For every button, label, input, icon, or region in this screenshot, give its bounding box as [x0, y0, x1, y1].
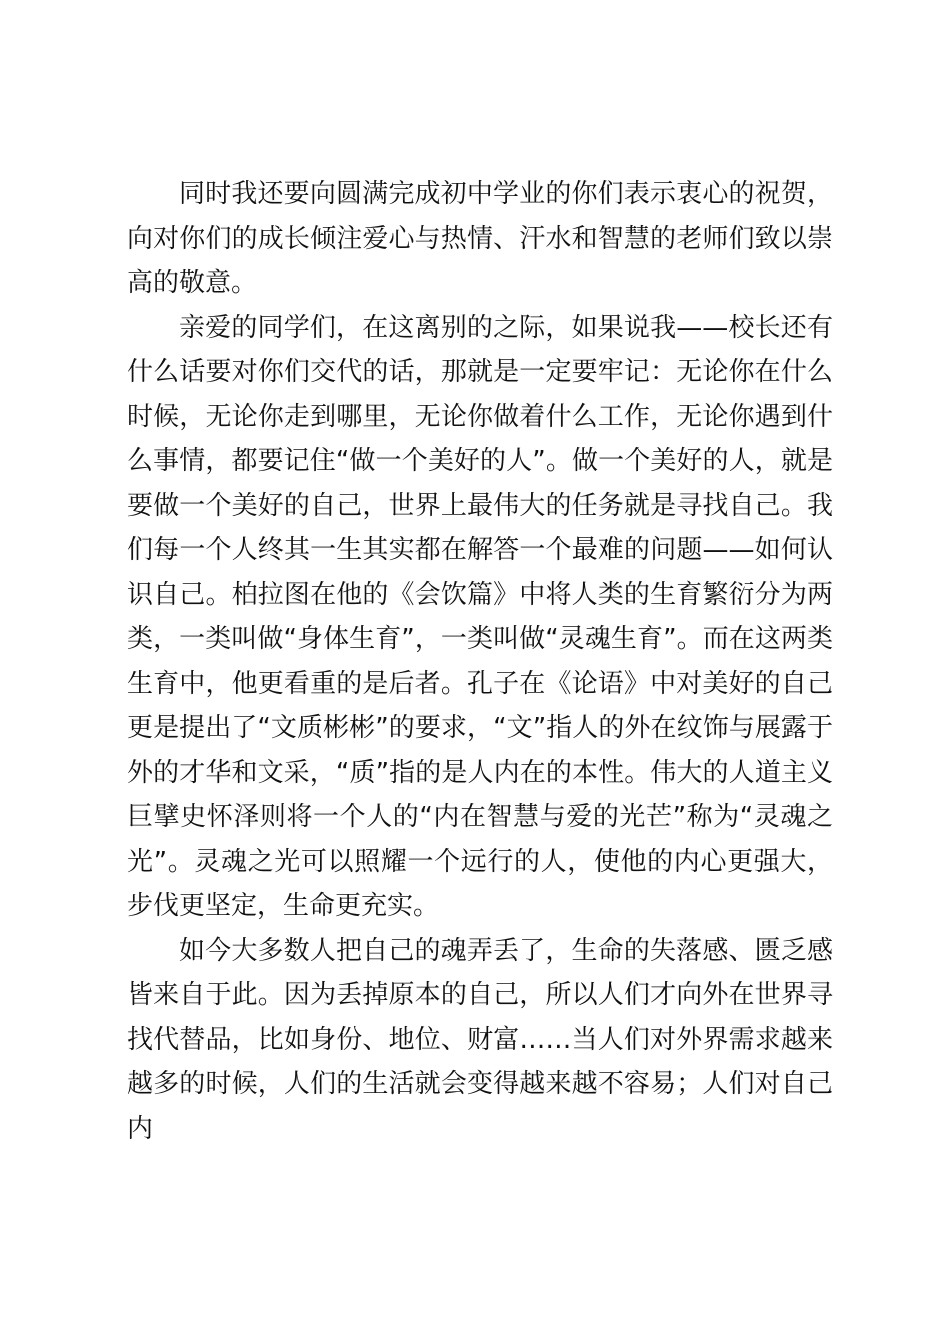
paragraph-1: 同时我还要向圆满完成初中学业的你们表示衷心的祝贺，向对你们的成长倾注爱心与热情、汗水和智慧的老师们致以崇高的敬意。 [127, 179, 833, 298]
body-text [127, 172, 833, 1151]
paragraph-3: 如今大多数人把自己的魂弄丢了，生命的失落感、匮乏感皆来自于此。因为丢掉原本的自己，所以人们才向外在世界寻找代替品，比如身份、地位、财富……当人们对外界需求越来越多的时候，人们的生活就会变得越来越不容易；人们对自己内 [127, 935, 833, 1144]
paragraph-2: 亲爱的同学们，在这离别的之际，如果说我——校长还有什么话要对你们交代的话，那就是一定要牢记：无论你在什么时候，无论你走到哪里，无论你做着什么工作，无论你遇到什么事情，都要记住“做一个美好的人”。做一个美好的人，就是要做一个美好的自己，世界上最伟大的任务就是寻找自己。我们每一个人终其一生其实都在解答一个最难的问题——如何认识自己。柏拉图在他的《会饮篇》中将人类的生育繁衍分为两类，一类叫做“身体生育”，一类叫做“灵魂生育”。而在这两类生育中，他更看重的是后者。孔子在《论语》中对美好的自己更是提出了“文质彬彬”的要求，“文”指人的外在纹饰与展露于外的才华和文采，“质”指的是人内在的本性。伟大的人道主义巨擘史怀泽则将一个人的“内在智慧与爱的光芒”称为“灵魂之光”。灵魂之光可以照耀一个远行的人，使他的内心更强大，步伐更坚定，生命更充实。 [127, 312, 833, 921]
